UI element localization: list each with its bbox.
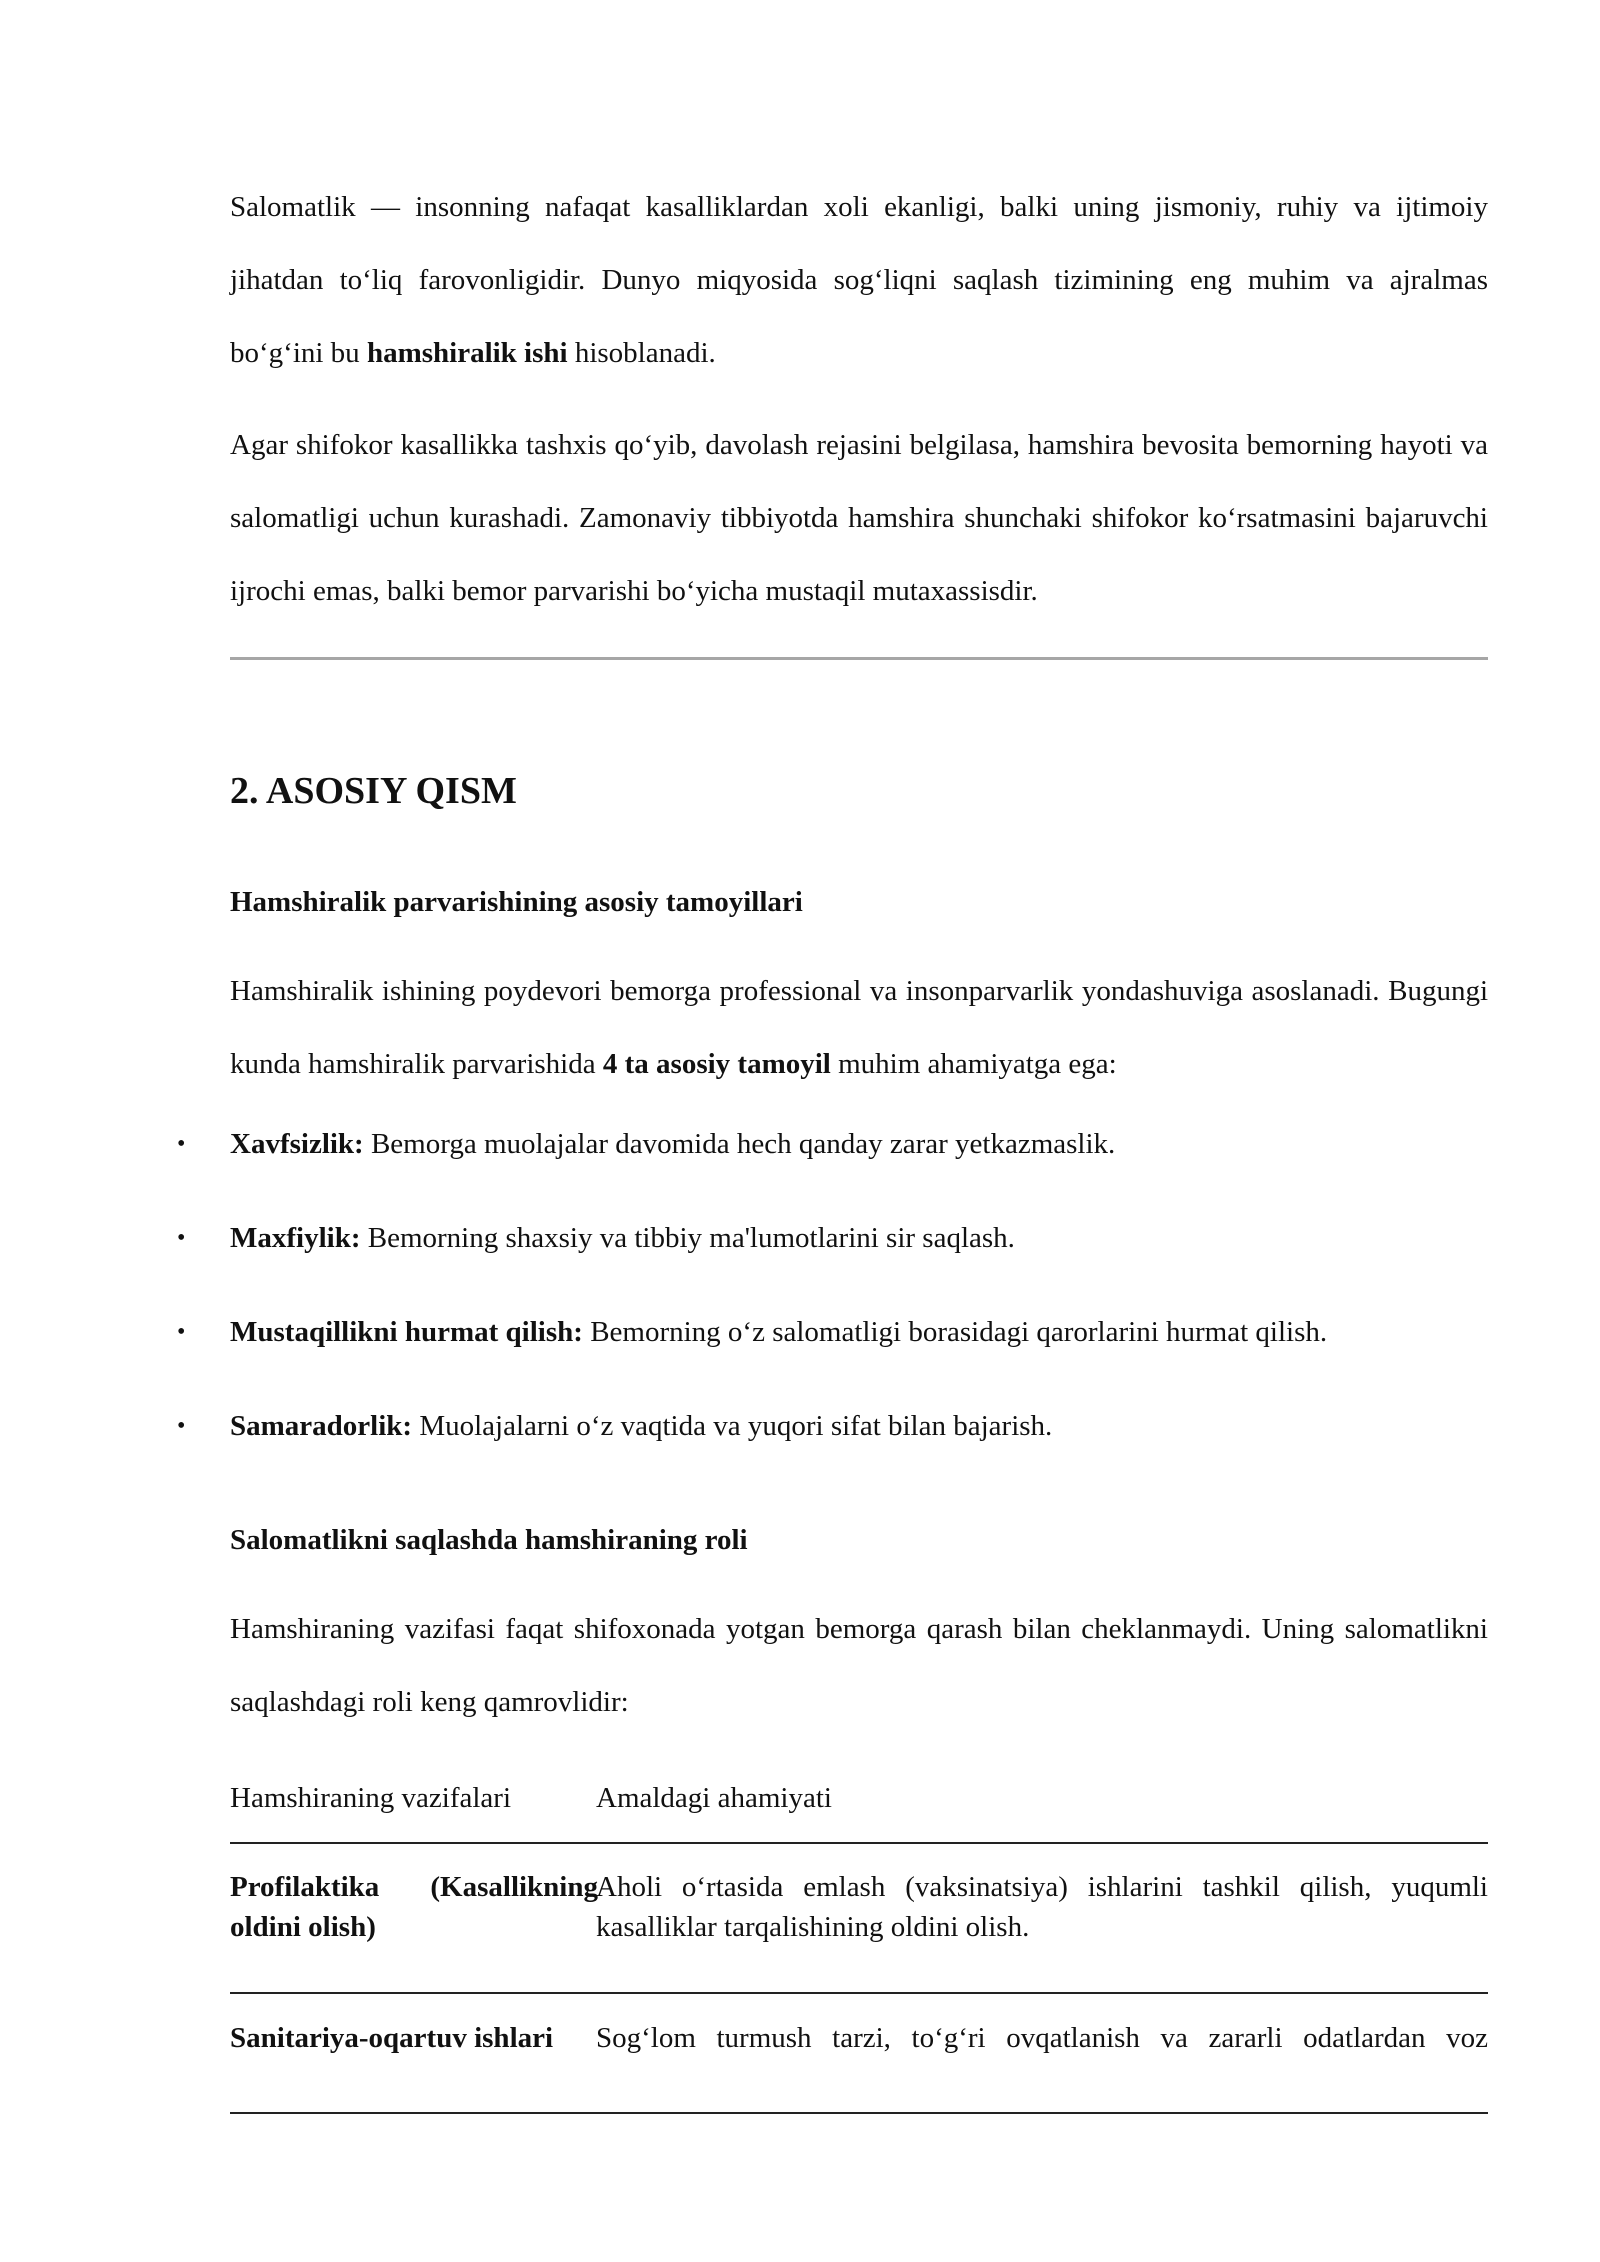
principles-p-tail: muhim ahamiyatga ega: (830, 1048, 1117, 1080)
table-row (230, 1844, 1488, 1994)
list-item (177, 1312, 1488, 1352)
bullet-icon: • (177, 1131, 186, 1157)
list-item-text: Muolajalarni o‘z vaqtida va yuqori sifat bilan bajarish. (412, 1410, 1053, 1442)
list-item (177, 1124, 1488, 1164)
bullet-icon: • (177, 1225, 186, 1251)
table-cell-task: Sanitariya-oqartuv ishlari (230, 2022, 554, 2054)
table-cell-task: Profilaktika (Kasallikning oldini olish) (230, 1871, 598, 1943)
principles-list (177, 1124, 1488, 1500)
list-item (177, 1406, 1488, 1446)
table-header-importance: Amaldagi ahamiyati (596, 1782, 832, 1814)
bullet-icon: • (177, 1319, 186, 1345)
table-header-row (230, 1778, 1488, 1844)
intro-paragraph-1 (230, 171, 1488, 390)
section-divider (230, 657, 1488, 660)
intro-p1-tail: hisoblanadi. (567, 337, 716, 369)
principles-paragraph (230, 955, 1488, 1101)
list-item-term: Samaradorlik: (230, 1410, 413, 1442)
table-cell-importance: Sog‘lom turmush tarzi, to‘g‘ri ovqatlanish va zararli odatlardan voz (596, 2022, 1488, 2054)
table-cell-importance: Aholi o‘rtasida emlash (vaksinatsiya) ishlarini tashkil qilish, yuqumli kasalliklar tarqalishining oldini olish. (596, 1871, 1488, 1943)
role-paragraph: Hamshiraning vazifasi faqat shifoxonada yotgan bemorga qarash bilan cheklanmaydi. Uning salomatlikni saqlashdagi roli keng qamrovlidir: (230, 1613, 1488, 1718)
list-item-term: Xavfsizlik: (230, 1128, 364, 1160)
intro-p1-text: Salomatlik — insonning nafaqat kasalliklardan xoli ekanligi, balki uning jismoniy, ruhiy va ijtimoiy jihatdan to‘liq farovonligidir. Dunyo miqyosida sog‘liqni saqlash tizimining eng muhim va ajralmas bo‘g‘ini bu (230, 191, 1488, 369)
intro-p1-bold: hamshiralik ishi (366, 337, 568, 369)
table-row (230, 1994, 1488, 2114)
bullet-icon: • (177, 1413, 186, 1439)
list-item (177, 1218, 1488, 1258)
list-item-text: Bemorning shaxsiy va tibbiy ma'lumotlarini sir saqlash. (360, 1222, 1015, 1254)
list-item-term: Mustaqillikni hurmat qilish: (230, 1316, 583, 1348)
role-heading: Salomatlikni saqlashda hamshiraning roli (230, 1524, 748, 1556)
list-item-text: Bemorning o‘z salomatligi borasidagi qarorlarini hurmat qilish. (582, 1316, 1328, 1348)
principles-heading: Hamshiralik parvarishining asosiy tamoyillari (230, 886, 803, 918)
list-item-term: Maxfiylik: (230, 1222, 361, 1254)
section-title: 2. ASOSIY QISM (230, 770, 517, 812)
principles-p-bold: 4 ta asosiy tamoyil (602, 1048, 831, 1080)
principles-p-text: Hamshiralik ishining poydevori bemorga professional va insonparvarlik yondashuviga asoslanadi. Bugungi kunda hamshiralik parvarishida (230, 975, 1488, 1080)
intro-paragraph-2: Agar shifokor kasallikka tashxis qo‘yib, davolash rejasini belgilasa, hamshira bevosita bemorning hayoti va salomatligi uchun kurashadi. Zamonaviy tibbiyotda hamshira shunchaki shifokor ko‘rsatmasini bajaruvchi ijrochi emas, balki bemor parvarishi bo‘yicha mustaqil mutaxassisdir. (230, 429, 1488, 607)
roles-table (230, 1778, 1488, 2114)
list-item-text: Bemorga muolajalar davomida hech qanday zarar yetkazmaslik. (363, 1128, 1116, 1160)
table-header-tasks: Hamshiraning vazifalari (230, 1782, 512, 1814)
